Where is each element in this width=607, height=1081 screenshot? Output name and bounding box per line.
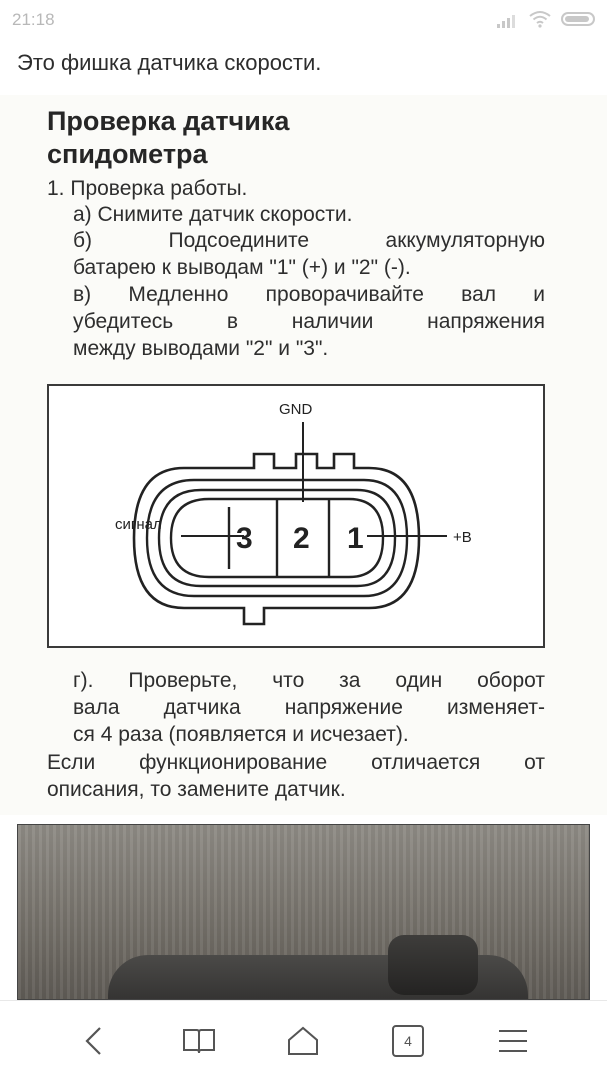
status-time: 21:18 <box>12 10 55 29</box>
step-v-line2: убедитесь в наличии напряжения <box>73 310 545 333</box>
book-icon <box>182 1027 216 1055</box>
manual-heading-line1: Проверка датчика <box>47 106 290 136</box>
manual-heading-line2: спидометра <box>47 139 208 169</box>
pin-2: 2 <box>293 522 310 555</box>
back-button[interactable] <box>70 1019 118 1063</box>
bookmarks-button[interactable] <box>175 1019 223 1063</box>
step-g-line3: ся 4 раза (появляется и исчезает). <box>73 723 409 746</box>
status-bar <box>0 0 607 40</box>
tabs-button[interactable] <box>384 1019 432 1063</box>
browser-nav-bar <box>0 1000 607 1081</box>
menu-icon <box>497 1028 529 1054</box>
step-b-line1: б) Подсоедините аккумуляторную <box>73 229 545 252</box>
manual-heading <box>47 105 289 171</box>
step-v-line1: в) Медленно проворачивайте вал и <box>73 283 545 306</box>
tab-count: 4 <box>404 1033 412 1049</box>
post-caption: Это фишка датчика скорости. <box>17 50 322 75</box>
home-icon <box>286 1025 320 1057</box>
step-1: 1. Проверка работы. <box>47 177 248 200</box>
battery-icon <box>561 12 595 26</box>
home-button[interactable] <box>279 1019 327 1063</box>
wifi-icon <box>528 10 552 28</box>
menu-button[interactable] <box>489 1019 537 1063</box>
step-a: а) Снимите датчик скорости. <box>73 203 353 226</box>
label-gnd: GND <box>279 401 313 418</box>
sensor-photo[interactable] <box>17 824 590 1000</box>
label-plus-b: +B <box>453 529 472 546</box>
pin-1: 1 <box>347 522 364 555</box>
note-line1: Если функционирование отличается от <box>47 751 545 774</box>
label-signal: сигнал <box>115 516 162 533</box>
connector-diagram-svg <box>49 386 543 646</box>
pin-3: 3 <box>236 522 253 555</box>
manual-scan-image <box>0 95 607 815</box>
step-g-line2: вала датчика напряжение изменяет- <box>73 696 545 719</box>
photo-sensor-connector <box>388 935 478 995</box>
step-g-line1: г). Проверьте, что за один оборот <box>73 669 545 692</box>
note-line2: описания, то замените датчик. <box>47 778 346 801</box>
step-v-line3: между выводами "2" и "3". <box>73 337 329 360</box>
step-b-line2: батарею к выводам "1" (+) и "2" (-). <box>73 256 411 279</box>
connector-diagram <box>47 384 545 648</box>
chevron-left-icon <box>83 1026 105 1056</box>
signal-icon <box>496 12 520 28</box>
